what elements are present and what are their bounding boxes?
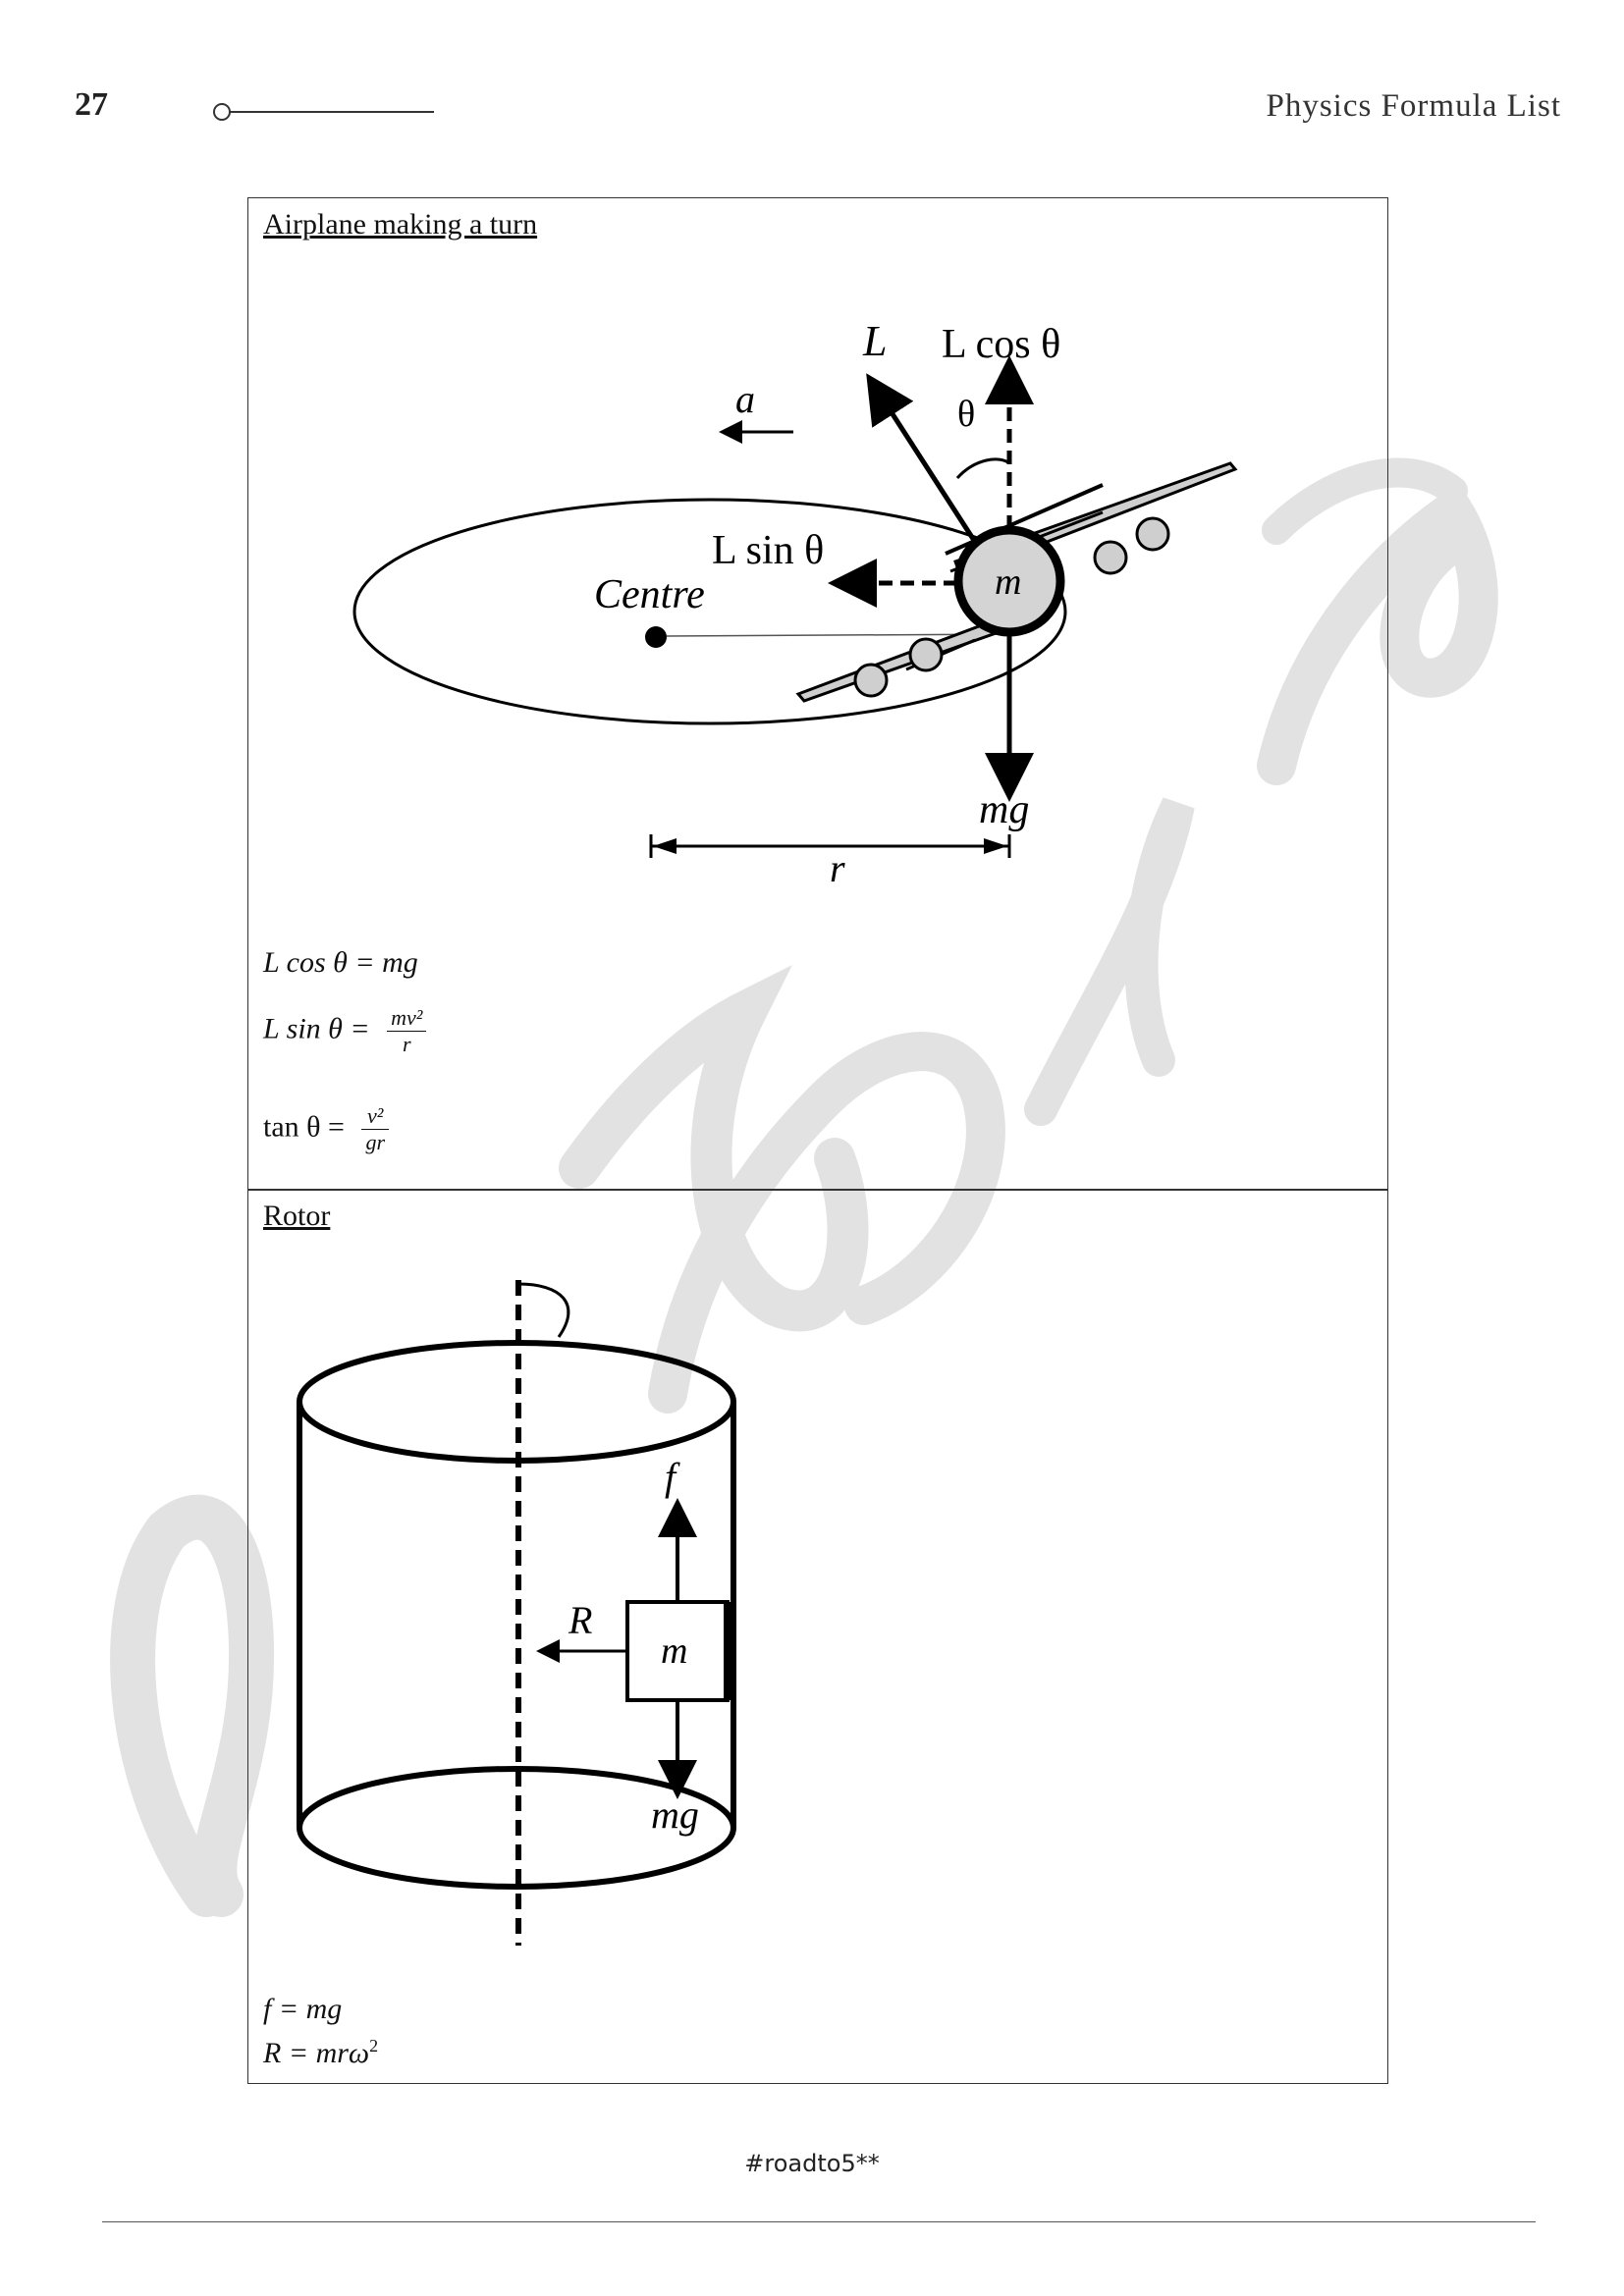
circular-path-ellipse — [354, 500, 1065, 723]
header-title: Physics Formula List — [1266, 88, 1561, 124]
acceleration-label: a — [735, 377, 755, 421]
page-number: 27 — [75, 86, 108, 123]
rotation-arrow-curve — [518, 1284, 568, 1337]
weight-label: mg — [651, 1792, 699, 1837]
fraction-denominator: gr — [365, 1130, 386, 1154]
equation-normal-force-text: R = mrω — [263, 2037, 370, 2069]
lift-horizontal-label: L sin θ — [712, 528, 825, 573]
header-rule — [210, 98, 446, 128]
centre-label: Centre — [594, 572, 705, 617]
fraction-numerator: mv² — [387, 1005, 426, 1032]
fraction — [387, 1005, 426, 1057]
weight-label: mg — [979, 787, 1030, 832]
fraction — [361, 1103, 389, 1155]
engine-icon — [855, 665, 887, 696]
engine-icon — [1137, 518, 1168, 550]
footer-rule — [102, 2221, 1536, 2222]
theta-angle-arc — [957, 459, 1009, 478]
mass-label: m — [995, 561, 1022, 603]
equation-normal-force — [263, 2036, 378, 2070]
equation-exponent: 2 — [369, 2036, 379, 2056]
equation-lsin — [263, 1005, 426, 1057]
rotor-diagram — [248, 1190, 1387, 1995]
mass-label: m — [661, 1630, 688, 1672]
equation-tan-lhs: tan θ = — [263, 1110, 345, 1144]
equation-lcos: L cos θ = mg — [263, 946, 418, 979]
lift-vertical-label: L cos θ — [942, 322, 1061, 367]
fraction-denominator: r — [402, 1032, 411, 1056]
friction-label: f — [665, 1455, 677, 1499]
fraction-numerator: v² — [361, 1103, 389, 1130]
engine-icon — [910, 639, 942, 670]
engine-icon — [1095, 542, 1126, 573]
radius-label: r — [830, 846, 845, 890]
equation-lsin-lhs: L sin θ = — [263, 1012, 370, 1045]
normal-force-label: R — [568, 1598, 593, 1642]
theta-label: θ — [957, 394, 976, 435]
equation-tan — [263, 1103, 389, 1155]
airplane-section-title: Airplane making a turn — [263, 208, 538, 240]
airplane-section — [247, 197, 1388, 1191]
airplane-turn-diagram — [248, 198, 1387, 925]
equation-friction: f = mg — [263, 1993, 343, 2025]
rotor-section — [247, 1189, 1388, 2084]
lift-label: L — [863, 317, 888, 365]
rotor-section-title: Rotor — [263, 1200, 331, 1232]
centre-dot — [645, 626, 667, 648]
footer-hashtag: #roadto5** — [744, 2150, 880, 2177]
